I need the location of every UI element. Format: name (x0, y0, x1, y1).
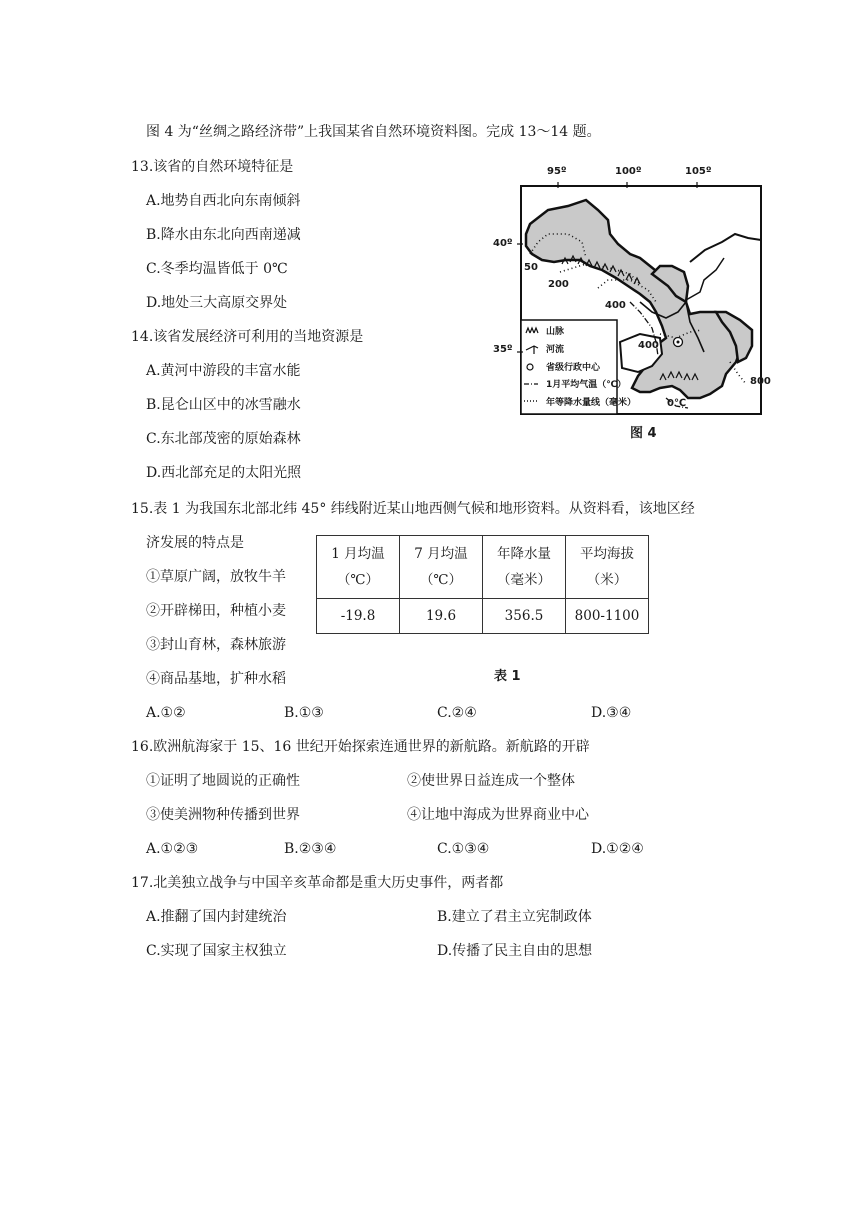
q16-item-2: ②使世界日益连成一个整体 (407, 773, 575, 789)
province-map (490, 162, 780, 422)
q15-option-a: A.①② (146, 705, 186, 721)
q17-option-a: A.推翻了国内封建统治 (146, 909, 287, 925)
table-caption: 表 1 (494, 669, 521, 684)
legend-isohyet: 年等降水量线（毫米） (546, 398, 637, 408)
longitude-label-95: 95º (547, 166, 567, 177)
legend-river: 河流 (546, 345, 565, 355)
legend-capital: 省级行政中心 (546, 363, 601, 373)
map-caption: 图 4 (630, 426, 657, 441)
question-17-stem: 17.北美独立战争与中国辛亥革命都是重大历史事件，两者都 (131, 875, 504, 891)
q17-option-b: B.建立了君主立宪制政体 (437, 909, 592, 925)
q15-item-4: ④商品基地，扩种水稻 (146, 671, 286, 687)
isohyet-label-400-north: 400 (605, 300, 626, 311)
isotherm-label-0c: 0℃ (667, 398, 687, 409)
q15-option-b: B.①③ (284, 705, 324, 721)
q14-option-d: D.西北部充足的太阳光照 (146, 465, 302, 481)
q15-option-d: D.③④ (591, 705, 632, 721)
q15-item-2: ②开辟梯田，种植小麦 (146, 603, 286, 619)
isohyet-label-50: 50 (524, 262, 538, 273)
q16-item-4: ④让地中海成为世界商业中心 (407, 807, 589, 823)
q13-option-c: C.冬季均温皆低于 0℃ (146, 261, 288, 277)
q15-item-3: ③封山育林，森林旅游 (146, 637, 286, 653)
q17-option-d: D.传播了民主自由的思想 (437, 943, 593, 959)
table-cell-elevation: 800-1100 (566, 599, 649, 634)
isohyet-label-200: 200 (548, 279, 569, 290)
q13-option-a: A.地势自西北向东南倾斜 (146, 193, 301, 209)
longitude-label-100: 100º (615, 166, 642, 177)
question-16-stem: 16.欧洲航海家于 15、16 世纪开始探索连通世界的新航路。新航路的开辟 (131, 739, 590, 755)
q13-option-d: D.地处三大高原交界处 (146, 295, 288, 311)
table-row (317, 599, 649, 634)
q15-item-1: ①草原广阔，放牧牛羊 (146, 569, 286, 585)
q14-option-c: C.东北部茂密的原始森林 (146, 431, 301, 447)
legend-mountain: 山脉 (546, 327, 565, 337)
q13-option-b: B.降水由东北向西南递减 (146, 227, 301, 243)
isohyet-label-800: 800 (750, 376, 771, 387)
q16-item-1: ①证明了地圆说的正确性 (146, 773, 300, 789)
q15-option-c: C.②④ (437, 705, 477, 721)
q17-option-c: C.实现了国家主权独立 (146, 943, 287, 959)
q16-option-b: B.②③④ (284, 841, 337, 857)
table-header-elevation: 平均海拔 （米） (566, 536, 649, 599)
q14-option-b: B.昆仑山区中的冰雪融水 (146, 397, 301, 413)
longitude-label-105: 105º (685, 166, 712, 177)
latitude-label-40: 40º (493, 238, 513, 249)
table-cell-jul-temp: 19.6 (400, 599, 483, 634)
table-header-precip: 年降水量 （毫米） (483, 536, 566, 599)
q16-option-c: C.①③④ (437, 841, 490, 857)
question-15-stem-cont: 济发展的特点是 (146, 535, 244, 551)
latitude-label-35: 35º (493, 344, 513, 355)
question-14-stem: 14.该省发展经济可利用的当地资源是 (131, 329, 364, 345)
legend-isotherm: 1月平均气温（℃） (546, 380, 627, 390)
q16-option-d: D.①②④ (591, 841, 644, 857)
intro-text: 图 4 为“丝绸之路经济带”上我国某省自然环境资料图。完成 13～14 题。 (146, 124, 601, 140)
table-header-row (317, 536, 649, 599)
table-cell-jan-temp: -19.8 (317, 599, 400, 634)
isohyet-label-400-south: 400 (638, 340, 659, 351)
q16-item-3: ③使美洲物种传播到世界 (146, 807, 300, 823)
table-header-jan-temp: 1 月均温 （℃） (317, 536, 400, 599)
province-map-figure (490, 162, 780, 442)
table-header-jul-temp: 7 月均温 （℃） (400, 536, 483, 599)
table-cell-precip: 356.5 (483, 599, 566, 634)
question-15-stem: 15.表 1 为我国东北部北纬 45° 纬线附近某山地西侧气候和地形资料。从资料看，该地区经 (131, 501, 695, 517)
climate-table (316, 535, 649, 634)
question-13-stem: 13.该省的自然环境特征是 (131, 159, 294, 175)
q14-option-a: A.黄河中游段的丰富水能 (146, 363, 301, 379)
q16-option-a: A.①②③ (146, 841, 199, 857)
